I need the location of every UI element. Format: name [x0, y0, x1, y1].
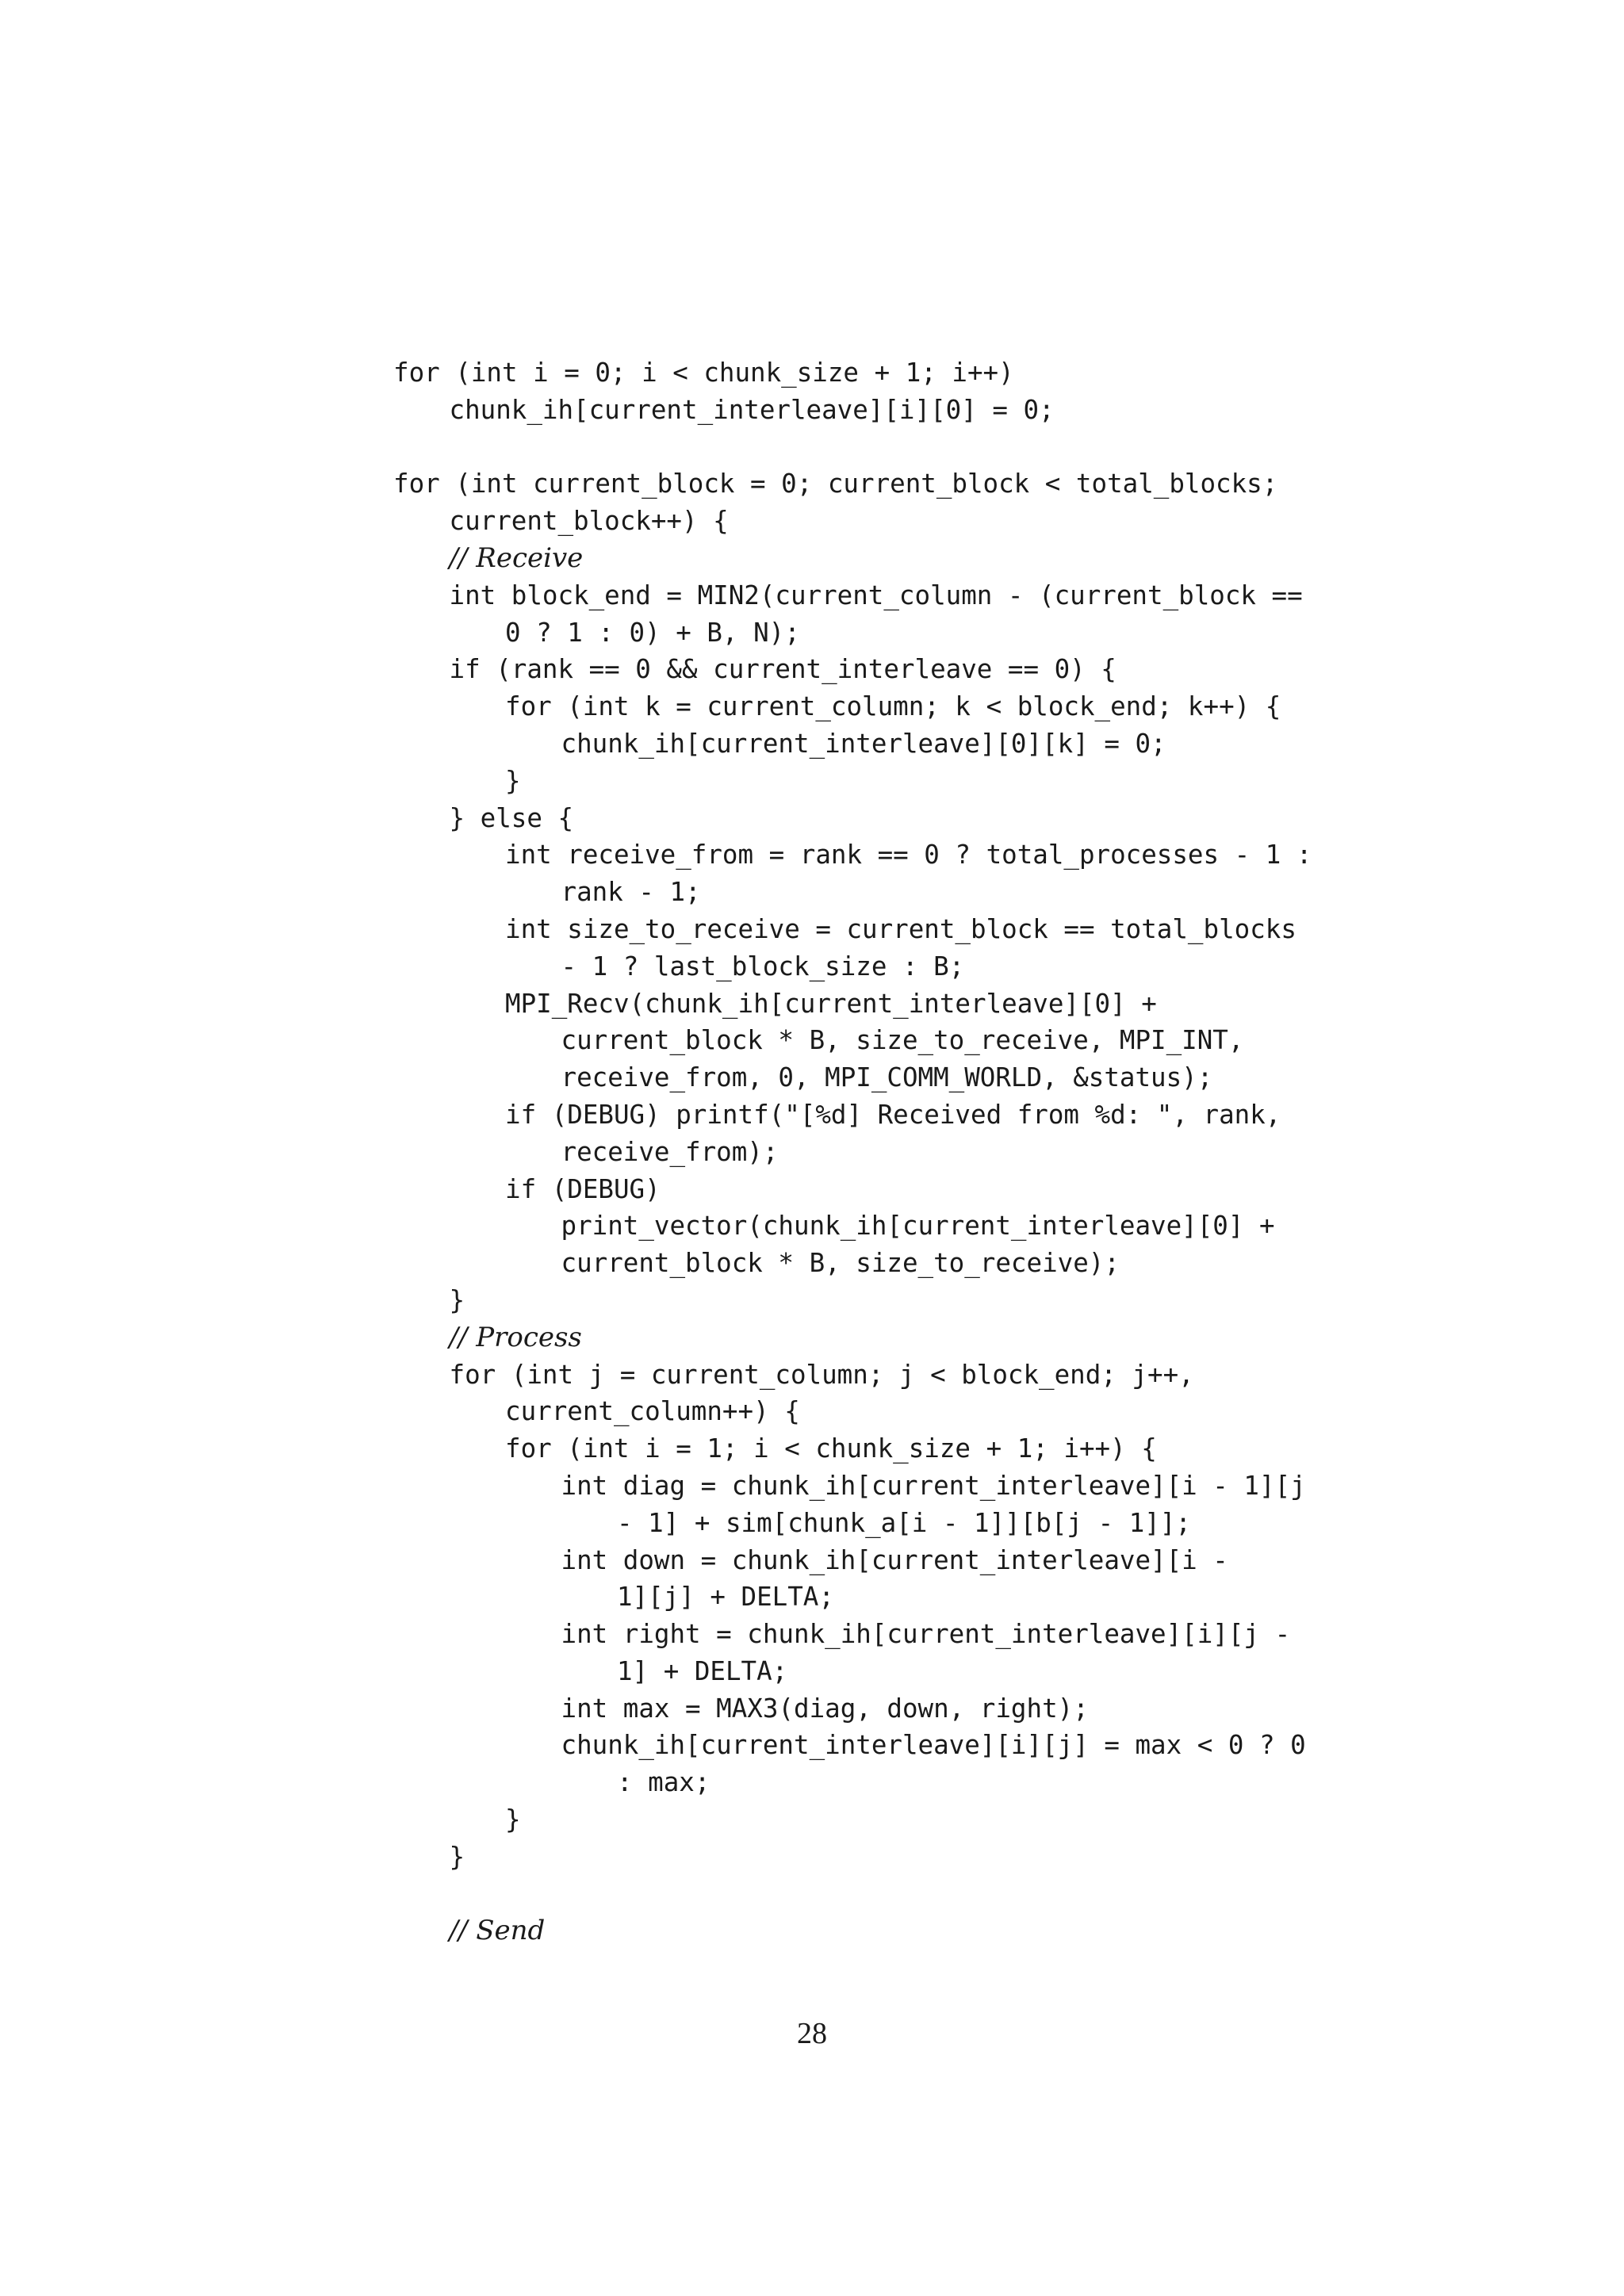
code-listing: [393, 354, 1345, 1950]
code-line: for (int i = 1; i < chunk_size + 1; i++) {: [505, 1433, 1157, 1464]
code-comment: // Process: [449, 1321, 582, 1353]
code-line: } else {: [449, 802, 574, 833]
code-line: current_block * B, size_to_receive, MPI_INT,: [561, 1025, 1244, 1056]
code-line: if (rank == 0 && current_interleave == 0) {: [449, 654, 1116, 685]
code-line: int max = MAX3(diag, down, right);: [561, 1693, 1089, 1724]
code-line: chunk_ih[current_interleave][i][0] = 0;: [449, 394, 1055, 425]
code-line: chunk_ih[current_interleave][0][k] = 0;: [561, 728, 1166, 759]
code-line: 1] + DELTA;: [617, 1655, 788, 1686]
code-line: int receive_from = rank == 0 ? total_processes - 1 :: [505, 840, 1312, 871]
code-line: - 1] + sim[chunk_a[i - 1]][b[j - 1]];: [617, 1507, 1191, 1538]
code-line: current_block++) {: [449, 506, 729, 537]
code-line: }: [449, 1284, 465, 1315]
code-line: int right = chunk_ih[current_interleave][i][j -: [561, 1619, 1291, 1650]
page-number: 28: [797, 2017, 827, 2050]
code-line: }: [505, 1804, 521, 1835]
code-line: int down = chunk_ih[current_interleave][i -: [561, 1544, 1228, 1575]
code-line: if (DEBUG): [505, 1173, 661, 1204]
code-line: - 1 ? last_block_size : B;: [561, 951, 965, 982]
code-line: 0 ? 1 : 0) + B, N);: [505, 617, 800, 648]
code-line: chunk_ih[current_interleave][i][j] = max < 0 ? 0: [561, 1730, 1306, 1761]
code-line: for (int i = 0; i < chunk_size + 1; i++): [393, 358, 1014, 388]
code-line: }: [449, 1841, 465, 1872]
code-line: if (DEBUG) printf("[%d] Received from %d: ", rank,: [505, 1099, 1281, 1130]
code-line: for (int k = current_column; k < block_end; k++) {: [505, 691, 1281, 722]
code-line: receive_from, 0, MPI_COMM_WORLD, &status);: [561, 1062, 1213, 1093]
code-comment: // Send: [449, 1915, 546, 1947]
code-line: for (int j = current_column; j < block_end; j++,: [449, 1359, 1194, 1390]
code-line: for (int current_block = 0; current_block < total_blocks;: [393, 469, 1278, 499]
code-line: receive_from);: [561, 1136, 779, 1167]
code-line: rank - 1;: [561, 877, 701, 908]
code-line: 1][j] + DELTA;: [617, 1582, 834, 1613]
code-line: int diag = chunk_ih[current_interleave][i - 1][j: [561, 1470, 1306, 1501]
code-line: print_vector(chunk_ih[current_interleave][0] +: [561, 1211, 1275, 1242]
code-line: int block_end = MIN2(current_column - (current_block ==: [449, 580, 1303, 610]
code-line: int size_to_receive = current_block == total_blocks: [505, 913, 1297, 944]
code-line: [393, 1876, 1345, 1913]
code-line: current_block * B, size_to_receive);: [561, 1248, 1120, 1279]
code-comment: // Receive: [449, 541, 584, 574]
code-line: }: [505, 765, 521, 796]
code-line: MPI_Recv(chunk_ih[current_interleave][0] +: [505, 988, 1157, 1019]
code-line: [393, 429, 1345, 466]
code-line: : max;: [617, 1767, 710, 1798]
code-line: current_column++) {: [505, 1396, 800, 1427]
